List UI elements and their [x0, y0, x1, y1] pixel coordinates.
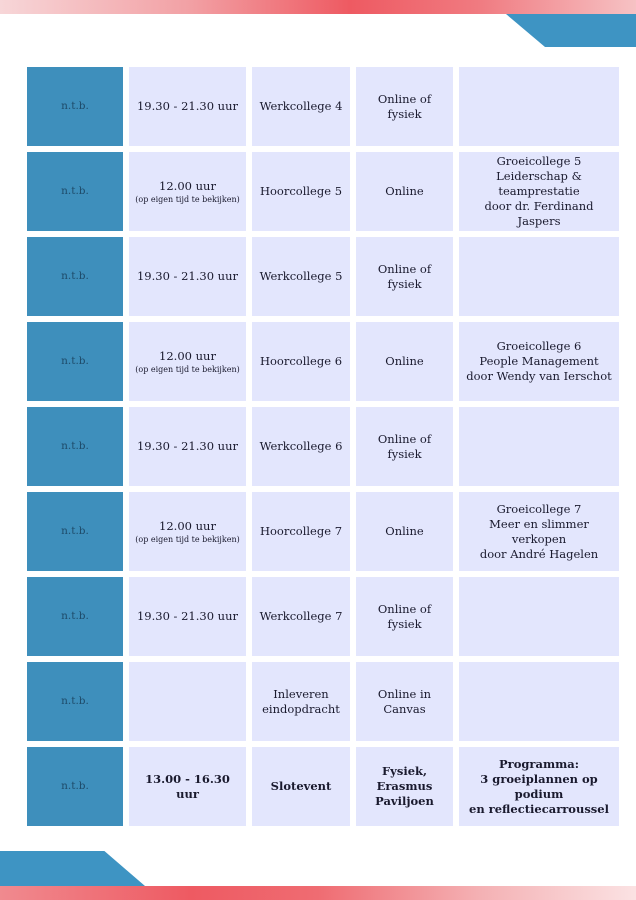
- top-decorative-bar: [0, 0, 636, 14]
- date-text: n.t.b.: [61, 355, 89, 367]
- description-cell: [459, 577, 619, 656]
- date-text: n.t.b.: [61, 270, 89, 282]
- time-text: 19.30 - 21.30 uur: [136, 609, 238, 623]
- date-text: n.t.b.: [61, 100, 89, 112]
- date-cell: [27, 152, 123, 231]
- session-title: Hoorcollege 7: [259, 524, 343, 538]
- mode-cell: [356, 747, 453, 826]
- table-row: [27, 577, 619, 656]
- date-cell: [27, 237, 123, 316]
- date-cell: [27, 747, 123, 826]
- table-row: [27, 492, 619, 571]
- session-mode: Online of fysiek: [377, 261, 432, 291]
- time-cell: [129, 152, 246, 231]
- time-cell: [129, 747, 246, 826]
- time-text: 19.30 - 21.30 uur: [136, 269, 238, 283]
- time-note: (op eigen tijd te bekijken): [135, 534, 240, 544]
- description-line: Programma:: [499, 756, 579, 771]
- session-title: Werkcollege 7: [259, 609, 343, 623]
- schedule-table: [27, 67, 619, 832]
- mode-cell: [356, 407, 453, 486]
- time-note: (op eigen tijd te bekijken): [135, 364, 240, 374]
- table-row: [27, 747, 619, 826]
- description-line: Groeicollege 6: [496, 339, 582, 353]
- time-text: 12.00 uur: [159, 178, 216, 193]
- description-line: Groeicollege 7: [496, 501, 582, 516]
- table-row: [27, 237, 619, 316]
- description-cell: [459, 492, 619, 571]
- top-blue-accent: [506, 14, 636, 47]
- description-cell: [459, 67, 619, 146]
- description-cell: [459, 322, 619, 401]
- description-line: People Management: [479, 354, 599, 368]
- session-title: Slotevent: [270, 779, 332, 793]
- date-cell: [27, 662, 123, 741]
- description-line: Meer en slimmer verkopen: [489, 516, 589, 546]
- date-cell: [27, 577, 123, 656]
- time-cell: [129, 407, 246, 486]
- description-cell: [459, 747, 619, 826]
- title-cell: [252, 152, 350, 231]
- date-text: n.t.b.: [61, 185, 89, 197]
- title-cell: [252, 747, 350, 826]
- title-cell: [252, 67, 350, 146]
- table-row: [27, 67, 619, 146]
- title-cell: [252, 407, 350, 486]
- date-cell: [27, 407, 123, 486]
- description-line: Leiderschap & teamprestatie: [496, 169, 582, 198]
- mode-cell: [356, 662, 453, 741]
- time-cell: [129, 322, 246, 401]
- table-row: [27, 322, 619, 401]
- date-text: n.t.b.: [61, 610, 89, 622]
- description-cell: [459, 407, 619, 486]
- date-text: n.t.b.: [61, 780, 89, 792]
- bottom-decorative-bar: [0, 886, 636, 900]
- session-mode: Online of fysiek: [377, 601, 432, 631]
- time-text: 12.00 uur: [159, 348, 216, 363]
- bottom-blue-accent: [0, 851, 145, 886]
- session-mode: Online: [385, 524, 424, 538]
- table-row: [27, 662, 619, 741]
- session-mode: Fysiek, Erasmus Paviljoen: [375, 764, 434, 808]
- time-cell: [129, 662, 246, 741]
- session-mode: Online in Canvas: [377, 686, 432, 716]
- session-title: Werkcollege 5: [259, 269, 343, 283]
- session-mode: Online: [385, 354, 424, 368]
- time-cell: [129, 67, 246, 146]
- mode-cell: [356, 152, 453, 231]
- time-note: (op eigen tijd te bekijken): [135, 194, 240, 204]
- title-cell: [252, 492, 350, 571]
- session-mode: Online of fysiek: [377, 431, 432, 461]
- time-text: 13.00 - 16.30 uur: [145, 771, 230, 801]
- session-mode: Online: [385, 184, 424, 198]
- description-cell: [459, 152, 619, 231]
- time-cell: [129, 577, 246, 656]
- description-line: en reflectiecarroussel: [469, 801, 609, 816]
- description-line: door Wendy van Ierschot: [466, 369, 612, 383]
- session-mode: Online of fysiek: [377, 91, 432, 121]
- mode-cell: [356, 492, 453, 571]
- time-text: 12.00 uur: [159, 518, 216, 533]
- description-cell: [459, 662, 619, 741]
- time-cell: [129, 492, 246, 571]
- title-cell: [252, 322, 350, 401]
- time-text: 19.30 - 21.30 uur: [136, 439, 238, 453]
- description-cell: [459, 237, 619, 316]
- session-title: Hoorcollege 5: [259, 184, 343, 198]
- session-title: Hoorcollege 6: [259, 354, 343, 368]
- date-cell: [27, 67, 123, 146]
- mode-cell: [356, 322, 453, 401]
- date-cell: [27, 322, 123, 401]
- mode-cell: [356, 237, 453, 316]
- session-title: Werkcollege 6: [259, 439, 343, 453]
- mode-cell: [356, 577, 453, 656]
- time-text: 19.30 - 21.30 uur: [136, 99, 238, 113]
- description-line: door dr. Ferdinand Jaspers: [484, 199, 594, 228]
- description-line: Groeicollege 5: [496, 154, 582, 168]
- time-cell: [129, 237, 246, 316]
- mode-cell: [356, 67, 453, 146]
- title-cell: [252, 662, 350, 741]
- session-title: Werkcollege 4: [259, 99, 343, 113]
- description-line: door André Hagelen: [479, 546, 599, 561]
- date-text: n.t.b.: [61, 440, 89, 452]
- table-row: [27, 407, 619, 486]
- session-title: Inleveren eindopdracht: [262, 686, 340, 716]
- description-line: 3 groeiplannen op podium: [480, 771, 598, 801]
- date-text: n.t.b.: [61, 695, 89, 707]
- title-cell: [252, 237, 350, 316]
- title-cell: [252, 577, 350, 656]
- date-cell: [27, 492, 123, 571]
- date-text: n.t.b.: [61, 525, 89, 537]
- table-row: [27, 152, 619, 231]
